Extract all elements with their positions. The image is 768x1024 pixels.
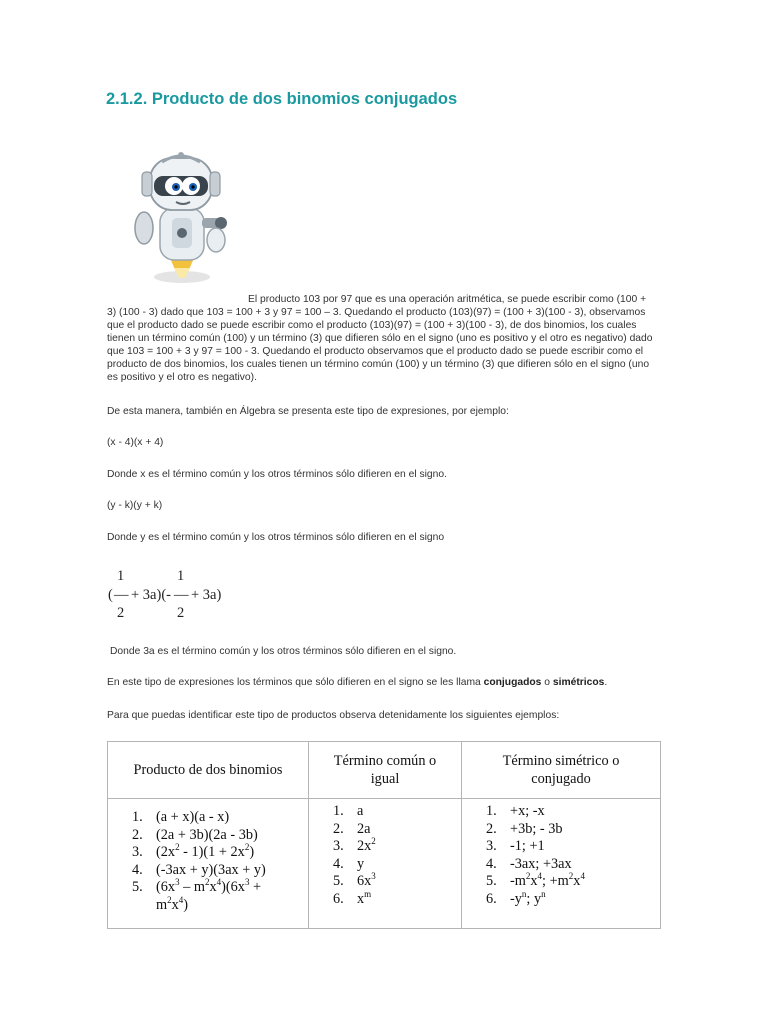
item-number: 1.	[132, 809, 143, 825]
common-term-text: 6x	[357, 873, 372, 890]
exponent: n	[521, 889, 527, 900]
examples-table	[107, 741, 661, 929]
open-parenthesis: (	[108, 587, 113, 603]
example-2-expression: (y - k)(y + k)	[107, 500, 163, 511]
exponent: 2	[371, 836, 376, 847]
fraction-1-numerator: 1	[117, 568, 125, 584]
conjugate-definition-text: En este tipo de expresiones los términos que sólo difieren en el signo se les llama	[107, 677, 484, 688]
product-item	[132, 879, 302, 914]
product-text: - 1)(1 + 2x	[179, 844, 245, 861]
exponent: 4	[216, 877, 222, 888]
item-number: 2.	[333, 820, 344, 837]
product-item	[132, 809, 302, 827]
symmetric-term-item	[486, 891, 585, 909]
product-text: x	[209, 879, 217, 896]
robot-mascot-image	[128, 146, 234, 286]
item-number: 5.	[333, 873, 344, 890]
symmetric-term-text: +x; -x	[510, 803, 545, 819]
product-text: )(6x	[221, 879, 245, 896]
common-term-text: a	[357, 803, 364, 819]
exponent: 2	[204, 877, 210, 888]
exponent: 2	[175, 842, 180, 853]
symmetric-term-text: -y	[510, 890, 522, 907]
product-text: )	[249, 844, 255, 861]
symmetric-term-item	[486, 821, 585, 839]
product-item	[132, 844, 302, 862]
symmetric-term-item	[486, 873, 585, 891]
exponent: 4	[580, 871, 585, 882]
exponent: 2	[244, 842, 250, 853]
symmetric-term-text: x	[573, 873, 581, 890]
fraction-2-numerator: 1	[177, 568, 185, 584]
exponent: 3	[244, 877, 250, 888]
product-text: (a + x)(a - x)	[156, 809, 230, 825]
section-title: 2.1.2. Producto de dos binomios conjugados	[106, 90, 458, 108]
common-term-item	[333, 821, 376, 839]
symmetric-term-text: -1; +1	[510, 838, 545, 855]
column-divider	[308, 799, 309, 928]
common-term-item	[333, 891, 376, 909]
symmetric-term-text: x	[530, 873, 538, 890]
symmetric-term-text: -m	[510, 873, 526, 890]
conjugate-definition-period: .	[604, 677, 608, 688]
exponent: 2	[568, 871, 574, 882]
product-text: x	[171, 896, 179, 913]
observe-examples-text: Para que puedas identificar este tipo de productos observa detenidamente los siguientes ejemplos:	[107, 710, 560, 721]
algebra-intro-text: De esta manera, también en Álgebra se presenta este tipo de expresiones, por ejemplo:	[107, 406, 509, 417]
product-text: m	[156, 896, 168, 913]
common-term-text: y	[357, 855, 365, 872]
common-term-item	[333, 838, 376, 856]
item-number: 4.	[486, 855, 497, 872]
item-number: 4.	[333, 855, 344, 872]
term-simetricos: simétricos	[552, 677, 605, 688]
common-term-item	[333, 856, 376, 874]
conjugate-definition-or: o	[541, 677, 553, 688]
item-number: 2.	[486, 820, 497, 837]
common-term-item	[333, 803, 376, 821]
exponent: 2	[525, 871, 531, 882]
product-text: (2x	[156, 844, 176, 861]
symmetric-term-text: ; +m	[542, 873, 569, 890]
example-2-note: Donde y es el término común y los otros términos sólo difieren en el signo	[107, 532, 445, 543]
item-number: 6.	[333, 890, 344, 907]
symmetric-term-text: +3b; - 3b	[510, 820, 563, 837]
product-text: (2a + 3b)(2a - 3b)	[156, 826, 258, 843]
exponent: 3	[371, 871, 376, 882]
term-conjugados: conjugados	[483, 677, 542, 688]
common-term-text: 2x	[357, 838, 372, 855]
common-term-text: x	[357, 890, 365, 907]
exponent: n	[541, 889, 546, 900]
fraction-1-denominator: 2	[117, 605, 125, 621]
column-divider	[461, 799, 462, 928]
example-3-note: Donde 3a es el término común y los otros términos sólo difieren en el signo.	[110, 646, 457, 657]
product-text: – m	[179, 879, 205, 896]
symmetric-term-item	[486, 838, 585, 856]
header-termino-comun: Término común o igual	[309, 742, 462, 799]
example-1-expression: (x - 4)(x + 4)	[107, 437, 164, 448]
fraction-2-bar: —	[174, 587, 189, 603]
common-term-text: 2a	[357, 820, 371, 837]
closing-term: + 3a)	[191, 587, 222, 603]
fraction-1-bar: —	[114, 587, 129, 603]
product-text: )	[183, 896, 189, 913]
product-text: (-3ax + y)(3ax + y)	[156, 861, 266, 878]
conjugate-definition	[107, 676, 657, 689]
header-termino-simetrico: Término simétrico o conjugado	[462, 742, 660, 799]
item-number: 3.	[486, 838, 497, 855]
exponent: 4	[178, 895, 184, 906]
product-item	[132, 827, 302, 845]
example-1-note: Donde x es el término común y los otros términos sólo difieren en el signo.	[107, 469, 447, 480]
item-number: 4.	[132, 861, 143, 878]
product-text: +	[249, 879, 262, 896]
symmetric-term-text: ; y	[526, 890, 542, 907]
header-producto: Producto de dos binomios	[108, 742, 309, 799]
item-number: 6.	[486, 890, 497, 907]
item-number: 1.	[486, 803, 497, 819]
exponent: m	[364, 889, 372, 900]
common-term-list	[333, 803, 376, 909]
item-number: 3.	[132, 844, 143, 861]
fraction-expression	[107, 568, 307, 624]
exponent: 2	[167, 895, 172, 906]
middle-term: + 3a)(-	[131, 587, 171, 603]
item-number: 3.	[333, 838, 344, 855]
symmetric-term-list	[486, 803, 585, 909]
exponent: 3	[175, 877, 180, 888]
item-number: 1.	[333, 803, 344, 819]
item-number: 5.	[132, 879, 143, 896]
symmetric-term-item	[486, 803, 585, 821]
exponent: 4	[537, 871, 543, 882]
item-number: 5.	[486, 873, 497, 890]
intro-paragraph: El producto 103 por 97 que es una operación aritmética, se puede escribir como (100 + 3) (100 - 3) dado que 103 = 100 + 3 y 97 = 100 – 3. Quedando el producto (103)(97) = (100 + 3)(100 - 3), observamos que el producto dado se puede escribir como el producto (103)(97) = (100 + 3)(100 - 3), de dos binomios, los cuales tienen un término común (100) y un término (3) que difieren sólo en el signo (uno es positivo y el otro es negativo) dado que 103 = 100 + 3 y 97 = 100 - 3. Quedando el producto observamos que el producto dado se puede escribir como el producto de dos binomios, los cuales tienen un término común (100) y un término (3) que difieren sólo en el signo (uno es positivo y el otro es negativo).	[107, 294, 653, 383]
product-text: (6x	[156, 879, 176, 896]
item-number: 2.	[132, 826, 143, 843]
products-list	[132, 809, 302, 915]
symmetric-term-text: -3ax; +3ax	[510, 855, 572, 872]
fraction-2-denominator: 2	[177, 605, 185, 621]
